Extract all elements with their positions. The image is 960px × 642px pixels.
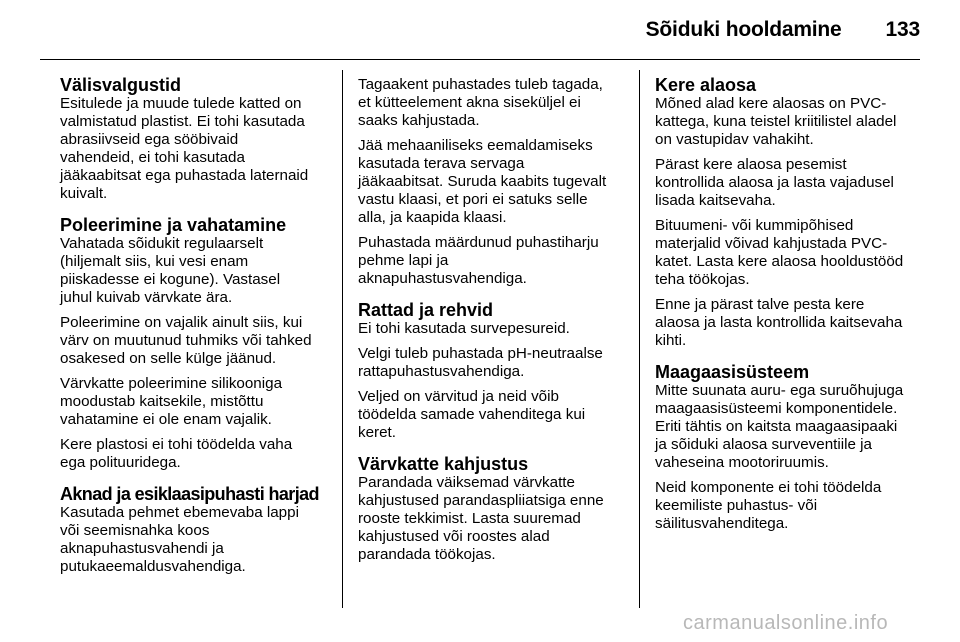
header-rule <box>40 59 920 60</box>
paragraph: Vahatada sõidukit regulaarselt (hiljemalt siis, kui vesi enam piiskadesse ei kogune). Vastasel juhul kuivab värvkate ära. <box>60 235 281 306</box>
paragraph: Esitulede ja muude tulede katted on valmistatud plastist. Ei tohi kasutada abrasiivseid ega sööbivaid vahendeid, ei tohi kasutada jääkaabitsat ega puhastada laternaid kuivalt. <box>60 95 309 202</box>
paragraph: Poleerimine on vajalik ainult siis, kui värv on muutunud tuhmiks või tahked osakesed on selle külge jäänud. <box>60 314 312 367</box>
paragraph: Bituumeni- või kummipõhised materjalid võivad kahjustada PVC- katet. Lasta kere alaosa hooldustööd teha töökojas. <box>655 217 904 288</box>
paragraph: Kasutada pehmet ebemevaba lappi või seemisnahka koos aknapuhastusvahendi ja putukaeemaldusvahendiga. <box>60 504 299 575</box>
paragraph: Jää mehaaniliseks eemaldamiseks kasutada terava servaga jääkaabitsat. Suruda kaabits tugevalt vastu klaasi, et pori ei satuks selle alla, ja kaapida klaasi. <box>358 137 607 226</box>
section-heading: Maagaasisüsteem <box>655 362 810 382</box>
paragraph: Neid komponente ei tohi töödelda keemiliste puhastus- või säilitusvahenditega. <box>655 479 882 532</box>
paragraph: Mitte suunata auru- ega suruõhujuga maagaasisüsteemi komponentidele. Eriti tähtis on kaitsta maagaasipaaki ja sõiduki alaosa surveventiile ja vaheseina mootoriruumis. <box>655 382 904 471</box>
paragraph: Puhastada määrdunud puhastiharju pehme lapi ja aknapuhastusvahendiga. <box>358 234 599 287</box>
section-exterior-lights <box>60 76 328 203</box>
paragraph: Pärast kere alaosa pesemist kontrollida alaosa ja lasta vajadusel lisada kaitsevaha. <box>655 156 894 209</box>
section-heading: Poleerimine ja vahatamine <box>60 215 287 235</box>
column-divider <box>639 70 640 608</box>
paragraph: Mõned alad kere alaosas on PVC- kattega, kuna teistel kriitilistel aladel on vastupidav vahakiht. <box>655 95 897 148</box>
column-3 <box>655 76 923 546</box>
section-polishing-waxing <box>60 216 328 472</box>
paragraph: Parandada väiksemad värvkatte kahjustused parandaspliiatsiga enne rooste tekkimist. Lasta suuremad kahjustused või roostes alad parandada töökojas. <box>358 474 604 563</box>
section-paint-damage <box>358 455 626 564</box>
column-2 <box>358 76 626 577</box>
section-heading: Välisvalgustid <box>60 75 182 95</box>
section-windows-wipers <box>60 485 328 576</box>
paragraph: Enne ja pärast talve pesta kere alaosa ja lasta kontrollida kaitsevaha kihti. <box>655 296 903 349</box>
section-windows-continued <box>358 76 626 288</box>
paragraph: Veljed on värvitud ja neid võib töödelda samade vahenditega kui keret. <box>358 388 586 441</box>
paragraph: Ei tohi kasutada survepesureid. <box>358 320 570 337</box>
section-title: Sõiduki hooldamine <box>645 18 842 41</box>
page-header <box>646 18 920 42</box>
page-number: 133 <box>885 18 920 41</box>
paragraph: Kere plastosi ei tohi töödelda vaha ega polituuridega. <box>60 436 293 471</box>
section-heading: Kere alaosa <box>655 75 757 95</box>
paragraph: Värvkatte poleerimine silikooniga moodustab kaitsekile, mistõttu vahatamine ei ole enam vajalik. <box>60 375 283 428</box>
section-heading: Rattad ja rehvid <box>358 300 494 320</box>
section-wheels-tyres <box>358 301 626 442</box>
column-divider <box>342 70 343 608</box>
paragraph: Tagaakent puhastades tuleb tagada, et kütteelement akna siseküljel ei saaks kahjustada. <box>358 76 603 129</box>
section-heading: Värvkatte kahjustus <box>358 454 529 474</box>
section-underbody <box>655 76 923 350</box>
column-1 <box>60 76 328 589</box>
paragraph: Velgi tuleb puhastada pH-neutraalse rattapuhastusvahendiga. <box>358 345 603 380</box>
watermark-text: carmanualsonline.info <box>683 612 889 634</box>
section-heading: Aknad ja esiklaasipuhasti harjad <box>60 484 319 504</box>
section-natural-gas-system <box>655 363 923 533</box>
